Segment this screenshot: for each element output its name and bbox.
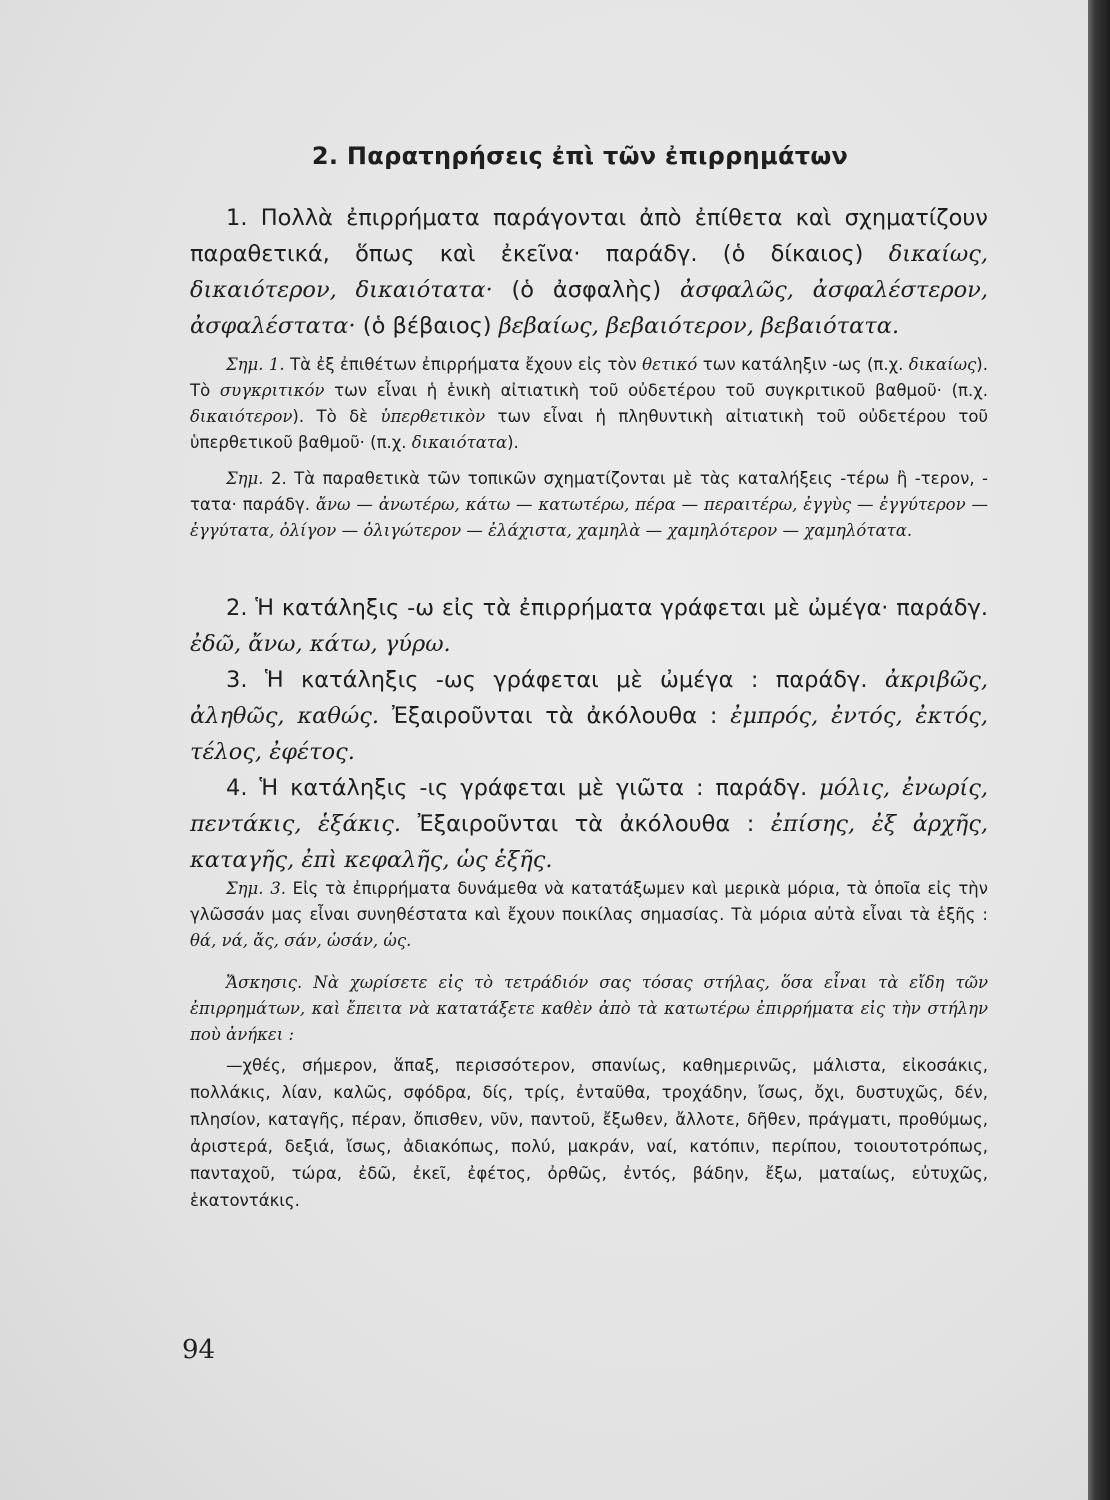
adverb-list: —χθές, σήμερον, ἅπαξ, περισσότερον, σπανίως, καθημερινῶς, μάλιστα, εἰκοσάκις, πολλάκις, λίαν, καλῶς, σφόδρα, δίς, τρίς, ἐνταῦθα, τροχάδην, ἴσως, ὄχι, δυστυχῶς, δέν, πλησίον, καταγῆς, πέραν, ὄπισθεν, νῦν, παντοῦ, ἔξωθεν, ἄλλοτε, δῆθεν, πράγματι, προθύμως, ἀριστερά, δεξιά, ἴσως, ἀδιακόπως, πολύ, μακράν, ναί, κατόπιν, περίπου, τοιουτοτρόπως, πανταχοῦ, τώρα, ἐδῶ, ἐκεῖ, ἐφέτος, ὀρθῶς, ἐντός, βάδην, ἔξω, ματαίως, εὐτυχῶς, ἑκατοντάκις. [190, 1056, 988, 1210]
paragraph-4: 4. Ἡ κατάληξις -ις γράφεται μὲ γιῶτα : παράδγ. μόλις, ἐνωρίς, πεντάκις, ἑξάκις. Ἐξαιροῦνται τὰ ἀκόλουθα : ἐπίσης, ἐξ ἀρχῆς, καταγῆς, ἐπὶ κεφαλῆς, ὡς ἑξῆς. [190, 775, 989, 873]
page-number: 94 [182, 1335, 216, 1365]
book-spine-shadow [1088, 0, 1110, 1500]
paragraph-3: 3. Ἡ κατάληξις -ως γράφεται μὲ ὠμέγα : παράδγ. ἀκριβῶς, ἀληθῶς, καθώς. Ἐξαιροῦνται τὰ ἀκόλουθα : ἐμπρός, ἐντός, ἐκτός, τέλος, ἐφέτος. [190, 667, 988, 765]
exercise-instructions: Ἄσκησις. Νὰ χωρίσετε εἰς τὸ τετράδιόν σας τόσας στήλας, ὅσα εἶναι τὰ εἴδη τῶν ἐπιρρημάτων, καὶ ἔπειτα νὰ κατατάξετε καθὲν ἀπὸ τὰ κατωτέρω ἐπιρρήματα εἰς τὴν στήλην ποὺ ἀνήκει : [190, 973, 988, 1044]
section-title: 2. Παρατηρήσεις ἐπὶ τῶν ἐπιρρημάτων [311, 142, 849, 170]
paragraph-1: 1. Πολλὰ ἐπιρρήματα παράγονται ἀπὸ ἐπίθετα καὶ σχηματίζουν παραθετικά, ὅπως καὶ ἐκεῖνα· παράδγ. (ὁ δίκαιος) δικαίως, δικαιότερον, δικαιότατα· (ὁ ἀσφαλὴς) ἀσφαλῶς, ἀσφαλέστερον, ἀσφαλέστατα· (ὁ βέβαιος) βεβαίως, βεβαιότερον, βεβαιότατα. [190, 205, 988, 339]
paragraph-2: 2. Ἡ κατάληξις -ω εἰς τὰ ἐπιρρήματα γράφεται μὲ ὠμέγα· παράδγ. ἐδῶ, ἄνω, κάτω, γύρω. [190, 595, 988, 657]
note-2: Σημ. 2. Τὰ παραθετικὰ τῶν τοπικῶν σχηματίζονται μὲ τὰς καταλήξεις -τέρω ἢ -τερον, - τατα· παράδγ. ἄνω — ἀνωτέρω, κάτω — κατωτέρω, πέρα — περαιτέρω, ἐγγὺς — ἐγγύτερον — ἐγγύτατα, ὀλίγον — ὀλιγώτερον — ἐλάχιστα, χαμηλὰ — χαμηλότερον — χαμηλότατα. [190, 469, 988, 540]
note-3: Σημ. 3. Εἰς τὰ ἐπιρρήματα δυνάμεθα νὰ κατατάξωμεν καὶ μερικὰ μόρια, τὰ ὁποῖα εἰς τὴν γλῶσσάν μας εἶναι συνηθέστατα καὶ ἔχουν ποικίλας σημασίας. Τὰ μόρια αὐτὰ εἶναι τὰ ἑξῆς : θά, νά, ἄς, σάν, ὡσάν, ὡς. [190, 879, 988, 950]
note-1: Σημ. 1. Τὰ ἐξ ἐπιθέτων ἐπιρρήματα ἔχουν εἰς τὸν θετικό των κατάληξιν -ως (π.χ. δικαίως). Τὸ συγκριτικόν των εἶναι ἡ ἑνικὴ αἰτιατικὴ τοῦ οὐδετέρου τοῦ συγκριτικοῦ βαθμοῦ· (π.χ. δικαιότερον). Τὸ δὲ ὑπερθετικὸν των εἶναι ἡ πληθυντικὴ αἰτιατικὴ τοῦ οὐδετέρου τοῦ ὑπερθετικοῦ βαθμοῦ· (π.χ. δικαιότατα). [190, 355, 989, 452]
